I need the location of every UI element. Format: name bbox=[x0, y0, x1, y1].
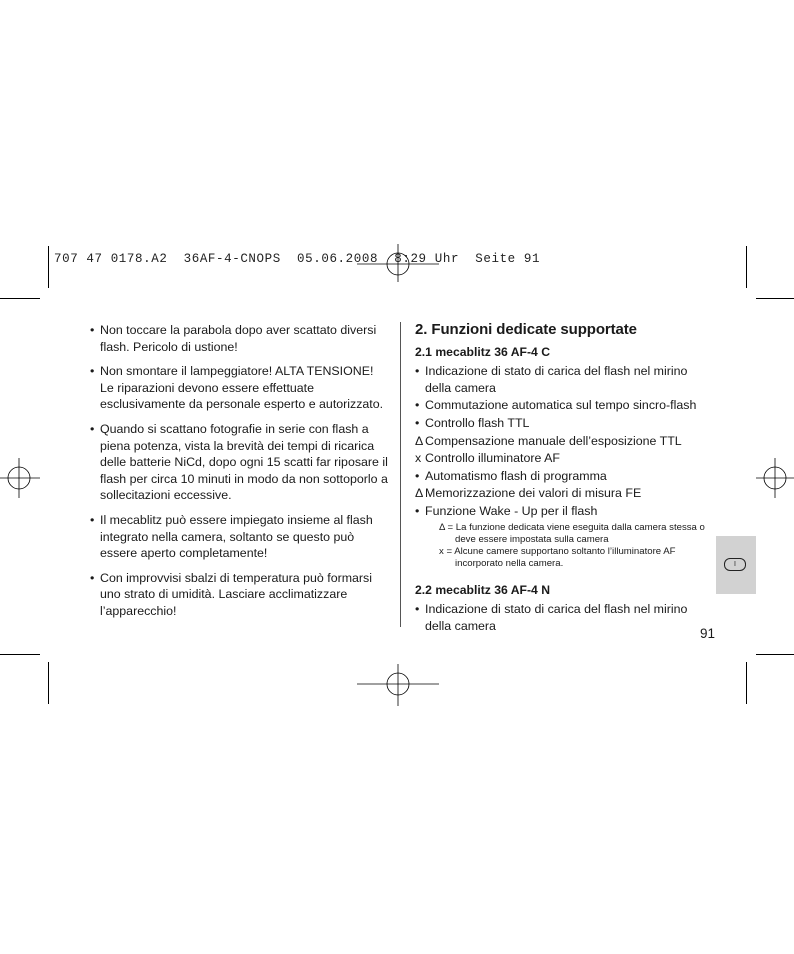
feature-item: • Funzione Wake - Up per il flash bbox=[415, 503, 598, 518]
warning-bullet: • Non smontare il lampeggiatore! ALTA TENSIONE! Le riparazioni devono essere effettuate esclusivamente da personale esperto e autorizzato. bbox=[90, 364, 384, 412]
legend-note: Δ = La funzione dedicata viene eseguita dalla camera stessa o deve essere impostata sulla camera bbox=[439, 521, 705, 545]
registration-mark-left bbox=[0, 456, 40, 500]
crop-mark bbox=[756, 298, 794, 299]
crop-mark bbox=[48, 246, 49, 288]
crop-mark bbox=[746, 662, 747, 704]
legend-notes bbox=[439, 522, 715, 570]
feature-item: x Controllo illuminatore AF bbox=[415, 451, 560, 466]
subsection-title: 2.2 mecablitz 36 AF-4 N bbox=[415, 582, 551, 597]
warning-bullet: • Quando si scattano fotografie in serie con flash a piena potenza, vista la brevità dei tempi di ricarica delle batterie NiCd, dopo ogni 15 scatti far riposare il flash per circa 10 minuti in modo da non sottoporlo a sollecitazioni eccessive. bbox=[90, 421, 388, 503]
crop-mark bbox=[756, 654, 794, 655]
crop-mark bbox=[48, 662, 49, 704]
page-number: 91 bbox=[700, 626, 716, 641]
feature-item: Δ Memorizzazione dei valori di misura FE bbox=[415, 486, 642, 501]
language-tab bbox=[716, 536, 756, 594]
crop-mark bbox=[746, 246, 747, 288]
warning-bullet: • Con improvvisi sbalzi di temperatura può formarsi uno strato di umidità. Lasciare acclimatizzare l’apparecchio! bbox=[90, 570, 373, 618]
feature-item: • Commutazione automatica sul tempo sincro-flash bbox=[415, 398, 697, 413]
column-divider bbox=[400, 322, 401, 627]
language-badge: I bbox=[724, 558, 746, 571]
legend-note: x = Alcune camere supportano soltanto l’illuminatore AF incorporato nella camera. bbox=[439, 545, 676, 569]
section-heading: 2. Funzioni dedicate supportate bbox=[415, 321, 637, 338]
right-column bbox=[415, 322, 715, 635]
feature-item: Δ Compensazione manuale dell’esposizione TTL bbox=[415, 433, 682, 448]
crop-mark bbox=[0, 298, 40, 299]
crop-mark bbox=[0, 654, 40, 655]
feature-item: • Automatismo flash di programma bbox=[415, 468, 607, 483]
feature-item: • Controllo flash TTL bbox=[415, 415, 530, 430]
feature-item: • Indicazione di stato di carica del flash nel mirino della camera bbox=[415, 364, 688, 395]
registration-mark-right bbox=[756, 456, 794, 500]
registration-mark-top bbox=[357, 242, 439, 282]
warning-bullet: • Il mecablitz può essere impiegato insieme al flash integrato nella camera, soltanto se questo può essere aperto completamente! bbox=[90, 512, 373, 561]
feature-item: • Indicazione di stato di carica del flash nel mirino della camera bbox=[415, 602, 688, 633]
registration-mark-bottom bbox=[357, 664, 439, 708]
subsection-title: 2.1 mecablitz 36 AF-4 C bbox=[415, 344, 551, 359]
warning-bullet: • Non toccare la parabola dopo aver scattato diversi flash. Pericolo di ustione! bbox=[90, 323, 377, 354]
left-column bbox=[88, 322, 388, 628]
print-slug: 707 47 0178.A2 36AF-4-CNOPS 05.06.2008 8:29 Uhr Seite 91 bbox=[54, 252, 541, 266]
